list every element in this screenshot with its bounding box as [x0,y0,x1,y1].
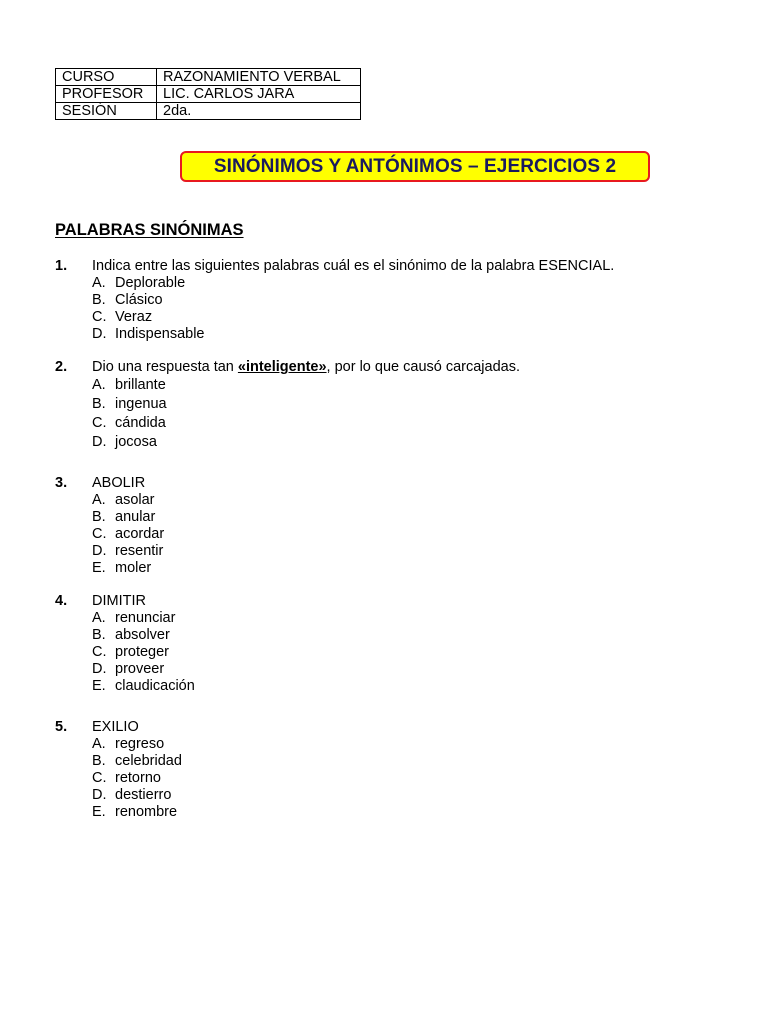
option-text: renunciar [115,610,176,626]
option-item [92,627,748,644]
option-letter: D. [92,434,107,450]
option-text: renombre [115,804,178,820]
options-list [92,376,748,452]
option-letter: A. [92,492,106,508]
option-text: Clásico [115,292,163,308]
option-item [92,661,748,678]
option-item [92,433,748,452]
options-list [92,275,748,343]
question-stem [92,359,748,376]
section-heading: PALABRAS SINÓNIMAS [55,221,244,239]
session-row [56,103,361,120]
question-number: 5. [55,719,68,735]
option-item [92,526,748,543]
course-value: RAZONAMIENTO VERBAL [157,69,361,86]
option-text: brillante [115,377,166,393]
option-letter: E. [92,804,106,820]
option-item [92,804,748,821]
option-letter: C. [92,644,107,660]
question-stem: EXILIO [92,719,139,735]
option-item [92,292,748,309]
question-number: 4. [55,593,68,609]
option-item [92,509,748,526]
teacher-row [56,86,361,103]
option-text: Indispensable [115,326,205,342]
option-text: cándida [115,415,166,431]
option-letter: B. [92,627,106,643]
option-item [92,678,748,695]
option-text: asolar [115,492,155,508]
stem-text-after: , por lo que causó carcajadas. [326,359,520,375]
option-text: proteger [115,644,170,660]
option-item [92,560,748,577]
option-letter: A. [92,275,106,291]
teacher-label: PROFESOR [56,86,157,103]
option-letter: E. [92,678,106,694]
course-label: CURSO [56,69,157,86]
question-4 [55,593,748,695]
option-text: anular [115,509,156,525]
option-item [92,309,748,326]
option-text: acordar [115,526,165,542]
session-value: 2da. [157,103,361,120]
question-stem: ABOLIR [92,475,146,491]
option-letter: A. [92,377,106,393]
question-stem: DIMITIR [92,593,146,609]
option-item [92,395,748,414]
title-banner [180,151,650,182]
option-letter: D. [92,543,107,559]
course-row [56,69,361,86]
question-number: 2. [55,359,68,375]
option-letter: D. [92,787,107,803]
option-text: proveer [115,661,165,677]
option-letter: C. [92,770,107,786]
option-text: jocosa [115,434,157,450]
option-text: claudicación [115,678,195,694]
option-letter: E. [92,560,106,576]
option-item [92,610,748,627]
option-text: resentir [115,543,164,559]
option-letter: B. [92,509,106,525]
option-text: retorno [115,770,161,786]
option-item [92,492,748,509]
option-letter: C. [92,526,107,542]
question-number: 1. [55,258,68,274]
option-item [92,753,748,770]
option-item [92,414,748,433]
option-letter: A. [92,736,106,752]
option-text: destierro [115,787,172,803]
teacher-value: LIC. CARLOS JARA [157,86,361,103]
option-item [92,644,748,661]
question-5 [55,719,748,821]
option-item [92,736,748,753]
option-letter: A. [92,610,106,626]
course-info-table [55,68,361,120]
option-item [92,770,748,787]
option-item [92,543,748,560]
option-text: Deplorable [115,275,186,291]
option-letter: C. [92,309,107,325]
option-letter: D. [92,661,107,677]
option-item [92,275,748,292]
option-letter: B. [92,396,106,412]
question-1 [55,258,748,343]
option-item [92,376,748,395]
question-3 [55,475,748,577]
option-text: moler [115,560,152,576]
option-item [92,787,748,804]
options-list [92,492,748,577]
option-letter: B. [92,292,106,308]
option-item [92,326,748,343]
option-text: ingenua [115,396,167,412]
option-text: celebridad [115,753,182,769]
option-text: regreso [115,736,165,752]
option-text: Veraz [115,309,153,325]
option-letter: B. [92,753,106,769]
question-number: 3. [55,475,68,491]
question-stem: Indica entre las siguientes palabras cuál es el sinónimo de la palabra ESENCIAL. [92,258,615,274]
page-title: SINÓNIMOS Y ANTÓNIMOS – EJERCICIOS 2 [213,155,617,177]
option-letter: C. [92,415,107,431]
session-label: SESIÓN [56,103,157,120]
option-letter: D. [92,326,107,342]
options-list [92,610,748,695]
option-text: absolver [115,627,170,643]
stem-highlighted-word: «inteligente» [237,359,327,375]
options-list [92,736,748,821]
question-2 [55,359,748,452]
stem-text-before: Dio una respuesta tan [92,359,238,375]
